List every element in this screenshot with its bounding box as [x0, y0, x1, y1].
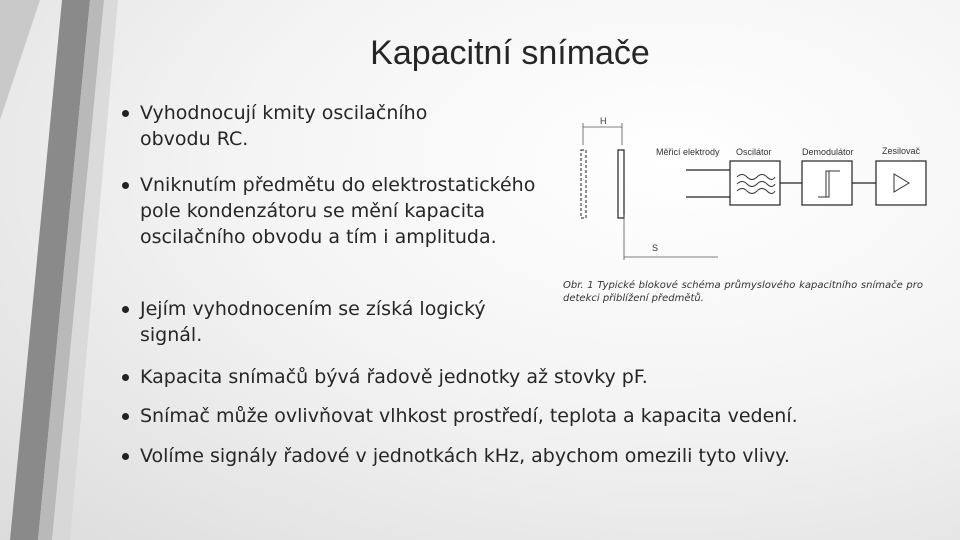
object-plate [581, 150, 586, 218]
bullet-text: Jejím vyhodnocením se získá logický signál. [140, 298, 486, 346]
bullet-text: Kapacita snímačů bývá řadově jednotky až stovky pF. [140, 366, 648, 388]
bullet-dot [122, 374, 129, 381]
bullet-dot [122, 413, 129, 420]
label-demodulator: Demodulátor [802, 147, 854, 157]
block-diagram [570, 115, 940, 265]
bullet-4 [140, 364, 840, 390]
bullet-2 [140, 172, 540, 250]
amplifier-block [876, 161, 926, 205]
bullet-dot [122, 110, 129, 117]
bullet-text: Vniknutím předmětu do elektrostatického pole kondenzátoru se mění kapacita oscilačního obvodu a tím i amplituda. [140, 174, 536, 248]
electrode-plate [618, 150, 624, 218]
bullet-text: Vyhodnocují kmity oscilačního obvodu RC. [140, 102, 428, 150]
bullet-dot [122, 453, 129, 460]
label-h: H [600, 116, 607, 126]
bullet-dot [122, 306, 129, 313]
label-s: S [652, 243, 659, 253]
bullet-5 [140, 403, 900, 429]
label-electrodes: Měřicí elektrody [656, 147, 720, 157]
demodulator-block [802, 161, 852, 205]
slide-title: Kapacitní snímače [370, 34, 650, 72]
bullet-6 [140, 443, 900, 469]
label-oscillator: Oscilátor [736, 147, 772, 157]
bullet-dot [122, 182, 129, 189]
figure-caption: Obr. 1 Typické blokové schéma průmyslového kapacitního snímače pro detekci přiblížení předmětů. [563, 280, 923, 304]
bullet-3 [140, 296, 510, 348]
bullet-text: Volíme signály řadové v jednotkách kHz, abychom omezili tyto vlivy. [140, 445, 790, 467]
bullet-1 [140, 100, 440, 152]
bullet-text: Snímač může ovlivňovat vlhkost prostředí, teplota a kapacita vedení. [140, 405, 798, 427]
label-amplifier: Zesilovač [882, 146, 921, 156]
